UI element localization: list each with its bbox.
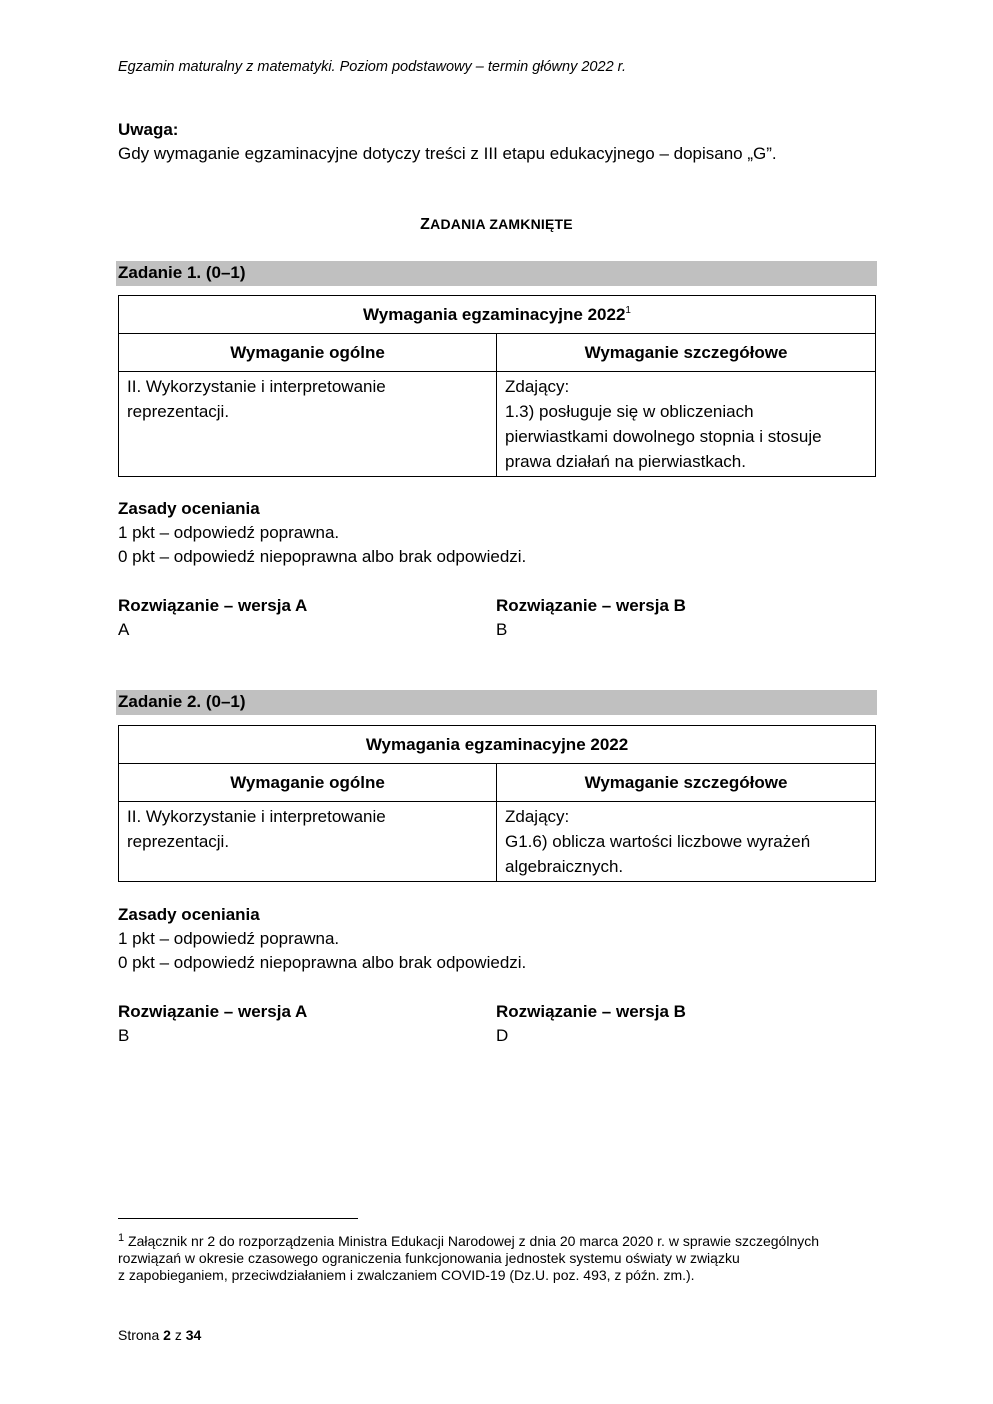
- page-number: Strona 2 z 34: [118, 1327, 202, 1343]
- task-2-col-detailed: Wymaganie szczegółowe: [497, 764, 876, 802]
- footnote: $^1$ Załącznik nr 2 do rozporządzenia Ministra Edukacji Narodowej z dnia 20 marca 2020 r. w sprawie szczególnych rozwiązań w okresie czasowego ograniczenia funkcjonowania jednostek systemu oświaty w związku z zapobieganiem, przeciwdziałaniem i zwalczaniem COVID-19 (Dz.U. poz. 493, z późn. zm.).: [118, 1232, 820, 1283]
- footnote-mark[interactable]: 1: [625, 304, 631, 316]
- task-1-col-general: Wymaganie ogólne: [119, 334, 497, 372]
- task-2-solution-b: Rozwiązanie – wersja B D: [496, 1002, 686, 1045]
- task-2-detailed-cell: Zdający: G1.6) oblicza wartości liczbowe wyrażeń algebraicznych.: [497, 802, 876, 882]
- note-text: Gdy wymaganie egzaminacyjne dotyczy treści z III etapu edukacyjnego – dopisano „G”.: [118, 144, 777, 163]
- task-2-general-cell: II. Wykorzystanie i interpretowanie reprezentacji.: [119, 802, 497, 882]
- footnote-separator: [118, 1218, 358, 1219]
- task-1-col-detailed: Wymaganie szczegółowe: [497, 334, 876, 372]
- task-2-requirements-table: [118, 725, 876, 882]
- task-1-table-header: Wymagania egzaminacyjne 2022$^1$: [119, 296, 876, 334]
- task-1-requirements-table: [118, 295, 876, 477]
- task-2-solution-a: Rozwiązanie – wersja A B: [118, 1002, 308, 1045]
- task-2-title: Zadanie 2. (0–1): [116, 690, 877, 715]
- section-title: ZADANIA ZAMKNIĘTE: [420, 216, 573, 233]
- note-title: Uwaga:: [118, 120, 179, 139]
- task-1-title: Zadanie 1. (0–1): [116, 261, 877, 286]
- task-1-scoring: Zasady oceniania 1 pkt – odpowiedź poprawna. 0 pkt – odpowiedź niepoprawna albo brak odpowiedzi.: [118, 499, 527, 566]
- task-2-table-header: Wymagania egzaminacyjne 2022: [119, 726, 876, 764]
- task-1-solution-b: Rozwiązanie – wersja B B: [496, 596, 686, 639]
- task-2-scoring: Zasady oceniania 1 pkt – odpowiedź poprawna. 0 pkt – odpowiedź niepoprawna albo brak odpowiedzi.: [118, 905, 527, 972]
- task-1-detailed-cell: Zdający: 1.3) posługuje się w obliczeniach pierwiastkami dowolnego stopnia i stosuje prawa działań na pierwiastkach.: [497, 372, 876, 477]
- task-2-col-general: Wymaganie ogólne: [119, 764, 497, 802]
- page-header: Egzamin maturalny z matematyki. Poziom podstawowy – termin główny 2022 r.: [118, 59, 626, 75]
- task-1-general-cell: II. Wykorzystanie i interpretowanie reprezentacji.: [119, 372, 497, 477]
- task-1-solution-a: Rozwiązanie – wersja A A: [118, 596, 308, 639]
